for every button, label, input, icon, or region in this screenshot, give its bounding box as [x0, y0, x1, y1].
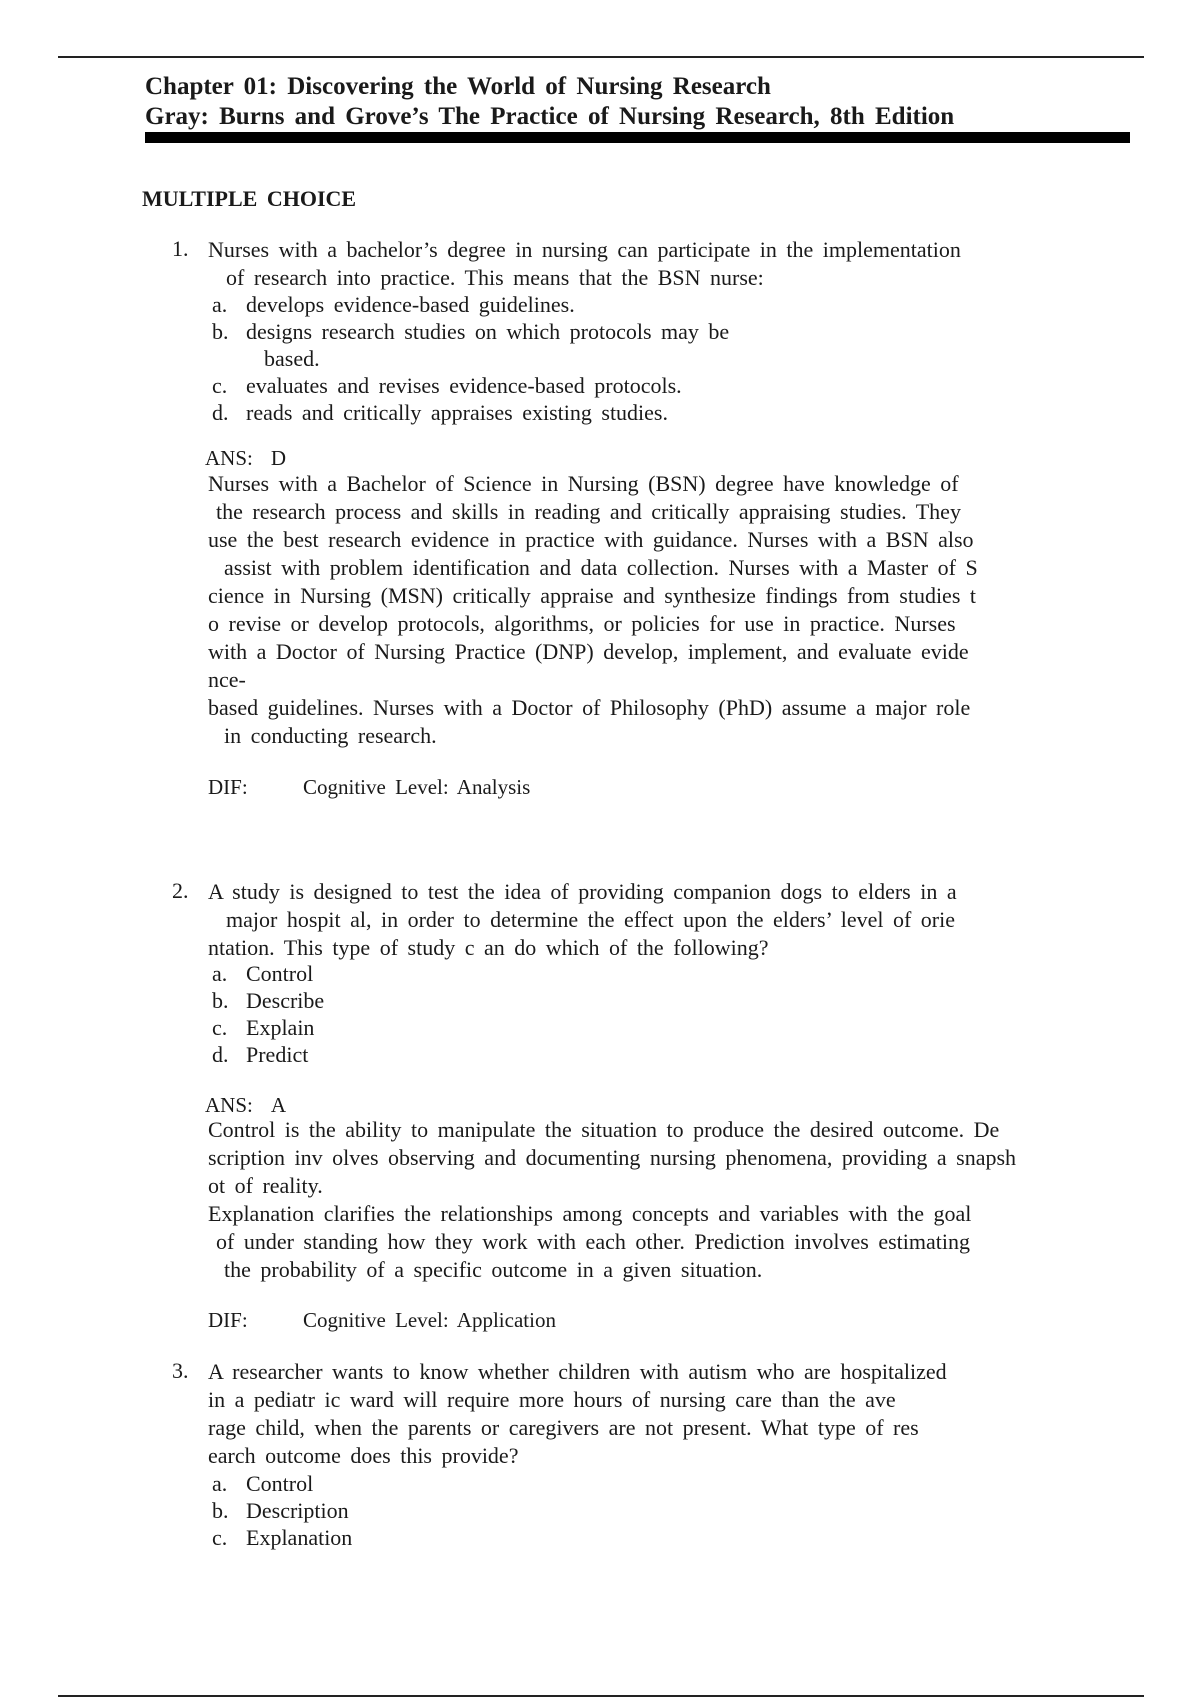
- rationale-line: the probability of a specific outcome in a given situation.: [224, 1257, 763, 1282]
- stem-line: of research into practice. This means that the BSN nurse:: [226, 265, 764, 290]
- stem-line: A study is designed to test the idea of providing companion dogs to elders in a: [208, 879, 957, 904]
- option-b-continued: based.: [264, 346, 320, 371]
- rationale-line: in conducting research.: [224, 723, 437, 748]
- document-header: [145, 72, 1135, 132]
- option-c: c. Explanation: [212, 1525, 353, 1550]
- option-c: c. evaluates and revises evidence-based protocols.: [212, 373, 682, 398]
- option-a: a. develops evidence-based guidelines.: [212, 292, 575, 317]
- rationale-line: with a Doctor of Nursing Practice (DNP) develop, implement, and evaluate evide: [208, 639, 969, 664]
- rationale-line: cience in Nursing (MSN) critically appraise and synthesize findings from studies t: [208, 583, 976, 608]
- cognitive-level: Cognitive Level: Analysis: [303, 775, 531, 799]
- question-stem: [208, 878, 1138, 962]
- answer-label: ANS:: [205, 1093, 253, 1117]
- rationale-line: ot of reality.: [208, 1173, 323, 1198]
- rationale: [208, 1116, 1016, 1284]
- stem-line: rage child, when the parents or caregivers are not present. What type of res: [208, 1415, 919, 1440]
- question-stem: [208, 1358, 1138, 1470]
- rationale-line: o revise or develop protocols, algorithms, or policies for use in practice. Nurses: [208, 611, 956, 636]
- option-a: a. Control: [212, 961, 314, 986]
- difficulty-label: DIF:: [208, 1308, 248, 1332]
- rationale-line: Nurses with a Bachelor of Science in Nursing (BSN) degree have knowledge of: [208, 471, 959, 496]
- option-d: d. Predict: [212, 1042, 309, 1067]
- rationale-line: of under standing how they work with each other. Prediction involves estimating: [216, 1229, 970, 1254]
- rationale-line: the research process and skills in reading and critically appraising studies. They: [216, 499, 961, 524]
- section-title: MULTIPLE CHOICE: [142, 186, 357, 211]
- rationale-line: Control is the ability to manipulate the situation to produce the desired outcome. De: [208, 1117, 1000, 1142]
- difficulty-label: DIF:: [208, 775, 248, 799]
- stem-line: Nurses with a bachelor’s degree in nursing can participate in the implementation: [208, 237, 961, 262]
- header-bar: [145, 132, 1130, 143]
- option-a: a. Control: [212, 1471, 314, 1496]
- cognitive-level: Cognitive Level: Application: [303, 1308, 556, 1332]
- question-number: 1.: [172, 236, 189, 261]
- question-number: 2.: [172, 878, 189, 903]
- rationale-line: based guidelines. Nurses with a Doctor of Philosophy (PhD) assume a major role: [208, 695, 971, 720]
- option-list: [212, 1470, 352, 1551]
- answer-key: A: [270, 1093, 287, 1117]
- option-list: [212, 960, 324, 1068]
- stem-line: major hospit al, in order to determine the effect upon the elders’ level of orie: [226, 907, 955, 932]
- option-c: c. Explain: [212, 1015, 315, 1040]
- option-b: b. Description: [212, 1498, 349, 1523]
- answer-key: D: [270, 446, 287, 470]
- stem-line: A researcher wants to know whether children with autism who are hospitalized: [208, 1359, 947, 1384]
- bottom-rule: [58, 1695, 1144, 1697]
- difficulty-line: [208, 1308, 556, 1333]
- rationale-line: use the best research evidence in practice with guidance. Nurses with a BSN also: [208, 527, 974, 552]
- stem-line: in a pediatr ic ward will require more hours of nursing care than the ave: [208, 1387, 896, 1412]
- rationale-line: assist with problem identification and data collection. Nurses with a Master of S: [224, 555, 978, 580]
- option-list: [212, 291, 729, 426]
- option-b: b. Describe: [212, 988, 325, 1013]
- answer-line: [205, 446, 286, 471]
- rationale-line: scription inv olves observing and documenting nursing phenomena, providing a snapsh: [208, 1145, 1017, 1170]
- rationale-line: nce-: [208, 667, 246, 692]
- rationale-line: Explanation clarifies the relationships among concepts and variables with the goal: [208, 1201, 972, 1226]
- top-rule: [58, 56, 1144, 58]
- book-title: Gray: Burns and Grove’s The Practice of Nursing Research, 8th Edition: [145, 103, 955, 130]
- rationale: [208, 470, 978, 750]
- option-d: d. reads and critically appraises existing studies.: [212, 400, 668, 425]
- question-stem: [208, 236, 1138, 292]
- stem-line: ntation. This type of study c an do which of the following?: [208, 935, 769, 960]
- question-number: 3.: [172, 1358, 189, 1383]
- answer-line: [205, 1093, 286, 1118]
- stem-line: earch outcome does this provide?: [208, 1443, 519, 1468]
- option-b: b. designs research studies on which protocols may be: [212, 319, 730, 344]
- answer-label: ANS:: [205, 446, 253, 470]
- chapter-title: Chapter 01: Discovering the World of Nursing Research: [145, 73, 771, 100]
- difficulty-line: [208, 775, 531, 800]
